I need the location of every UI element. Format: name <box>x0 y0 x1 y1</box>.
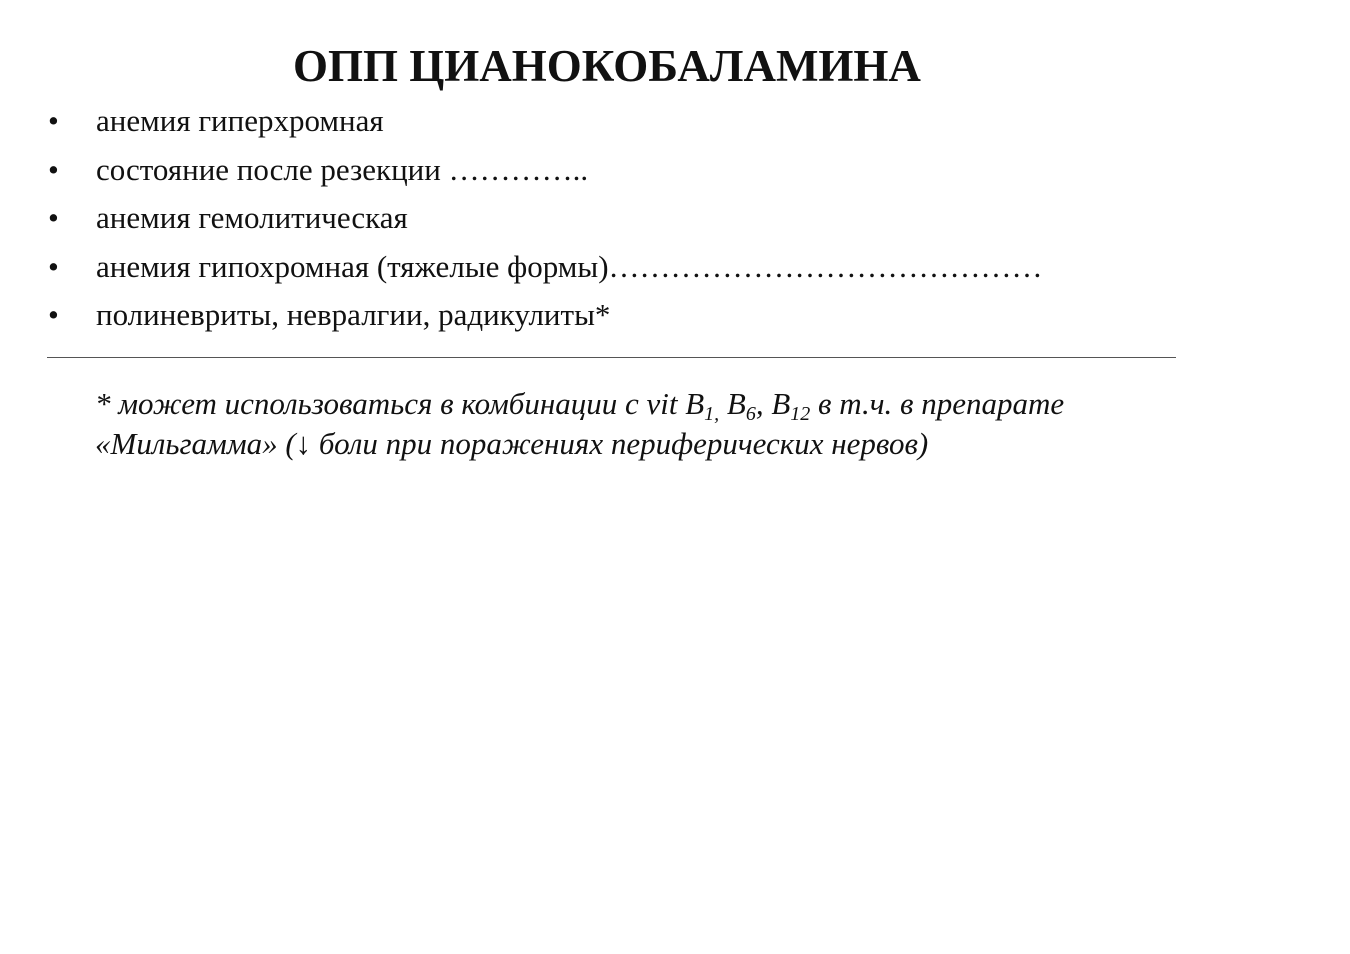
footnote-prefix: * может использоваться в комбинации с vit B <box>95 386 705 421</box>
list-item-text: состояние после резекции ………….. <box>96 151 589 187</box>
list-item <box>48 97 1198 146</box>
indications-list <box>48 97 1198 340</box>
bullet-icon: • <box>48 297 59 332</box>
footnote-mid-2: , B <box>755 386 791 421</box>
footnote-mid-1: B <box>719 386 746 421</box>
bullet-icon: • <box>48 200 59 235</box>
subscript-b1: 1, <box>704 403 720 425</box>
footnote <box>95 384 1245 464</box>
bullet-icon: • <box>48 151 59 187</box>
list-item <box>48 291 1198 340</box>
footnote-line-1 <box>95 384 1245 424</box>
subscript-b6: 6 <box>745 403 756 425</box>
bullet-icon: • <box>48 103 59 138</box>
footnote-divider <box>47 357 1176 358</box>
subscript-b12: 12 <box>790 403 811 425</box>
list-item <box>48 243 1198 292</box>
list-item <box>48 194 1198 243</box>
list-item-text: анемия гемолитическая <box>96 200 408 235</box>
bullet-icon: • <box>48 248 59 284</box>
page-title: ОПП ЦИАНОКОБАЛАМИНА <box>293 41 921 91</box>
list-item-text: анемия гиперхромная <box>96 103 384 138</box>
footnote-line-2: «Мильгамма» (↓ боли при поражениях периферических нервов) <box>95 426 929 461</box>
list-item-text: анемия гипохромная (тяжелые формы)…………………………………… <box>96 248 1043 284</box>
list-item-text: полиневриты, невралгии, радикулиты* <box>96 297 611 332</box>
list-item <box>48 146 1198 195</box>
footnote-suffix: в т.ч. в препарате <box>810 386 1065 421</box>
